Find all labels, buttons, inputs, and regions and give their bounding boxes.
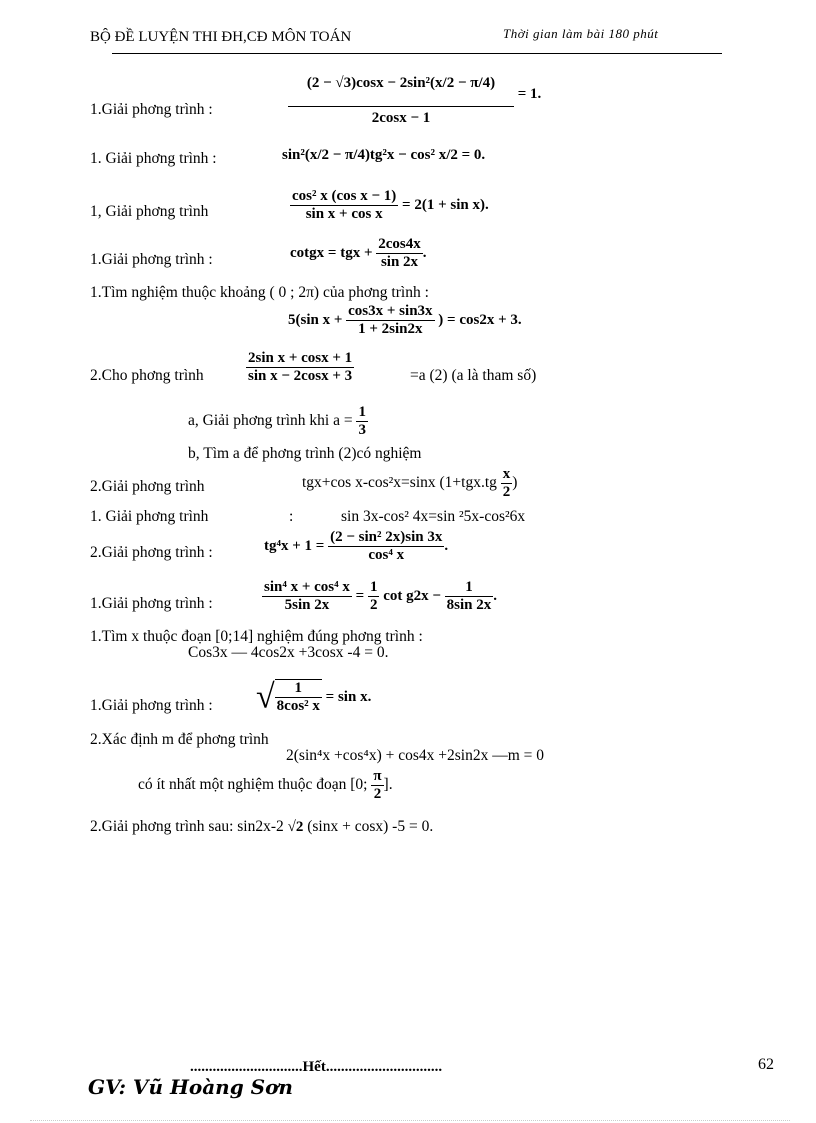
problem-5-label: 1.Tìm nghiệm thuộc khoảng ( 0 ; 2π) của phơng trình : [90, 284, 429, 301]
problem-7-frac-num: x [502, 466, 511, 482]
problem-5-numerator: cos3x + sin3x [348, 303, 433, 319]
problem-10-right-num: 1 [465, 579, 473, 595]
problem-10-half-num: 1 [369, 579, 378, 595]
problem-13-cond-den: 2 [371, 785, 383, 803]
problem-2-label: 1. Giải phơng trình : [90, 150, 217, 167]
problem-8-colon: : [289, 508, 294, 525]
problem-5-rhs: ) = cos2x + 3. [438, 311, 522, 328]
page-number: 62 [758, 1056, 774, 1073]
problem-6-a-numerator: 1 [358, 404, 366, 420]
problem-6-part-a [188, 404, 368, 439]
problem-10-equation [262, 579, 497, 614]
problem-9-label: 2.Giải phơng trình : [90, 544, 213, 561]
problem-4-label: 1.Giải phơng trình : [90, 251, 213, 268]
problem-2-equation: sin²(x/2 − π/4)tg²x − cos² x/2 = 0. [282, 147, 486, 163]
problem-5-denominator: 1 + 2sin2x [346, 320, 434, 338]
problem-13-cond-text: có ít nhất một nghiệm thuộc đoạn [0; [138, 776, 368, 794]
header-rule [112, 53, 722, 54]
problem-12-equation [256, 679, 371, 715]
problem-11-equation: Cos3x — 4cos2x +3cosx -4 = 0. [188, 644, 389, 661]
problem-13-condition [138, 768, 393, 803]
problem-3-rhs: = 2(1 + sin x). [402, 196, 489, 213]
problem-14-label: 2.Giải phơng trình sau: sin2x-2 [90, 818, 284, 835]
header-time: Thời gian làm bài 180 phút [503, 26, 659, 41]
problem-3-numerator: cos² x (cos x − 1) [292, 188, 397, 204]
problem-11-label: 1.Tìm x thuộc đoạn [0;14] nghiệm đúng phơng trình : [90, 628, 423, 645]
problem-12-rhs: = sin x. [325, 688, 372, 705]
problem-10-label: 1.Giải phơng trình : [90, 595, 213, 612]
problem-5-lhs: 5(sin x + [288, 311, 343, 328]
problem-9-lhs: tg⁴x + 1 = [264, 537, 325, 554]
problem-1-numerator: (2 − √3)cosx − 2sin²(x/2 − π/4) [306, 75, 496, 91]
problem-4-end: . [422, 244, 427, 261]
problem-1-denominator: 2cosx − 1 [288, 106, 514, 129]
problem-7-equation [302, 466, 517, 501]
header-title: BỘ ĐỀ LUYỆN THI ĐH,CĐ MÔN TOÁN [90, 29, 352, 45]
problem-9-equation [264, 529, 448, 564]
problem-12-label: 1.Giải phơng trình : [90, 697, 213, 714]
problem-10-denominator: 5sin 2x [262, 596, 352, 614]
problem-4-equation [290, 236, 427, 271]
problem-8-equation: sin 3x-cos² 4x=sin ²5x-cos²6x [341, 508, 526, 525]
problem-13-cond-num: π [373, 768, 382, 784]
problem-3-denominator: sin x + cos x [290, 205, 398, 223]
problem-1-rhs: = 1. [517, 85, 542, 102]
footer-end-marker: ..............................Hết............................... [190, 1059, 443, 1075]
problem-10-cot: cot g2x − [383, 587, 441, 604]
problem-6-a-denominator: 3 [358, 422, 366, 438]
problem-10-right-den: 8sin 2x [446, 597, 492, 613]
bottom-divider [30, 1120, 790, 1121]
problem-6-equation [246, 350, 354, 385]
problem-12-numerator: 1 [294, 680, 303, 696]
problem-7-frac-den: 2 [502, 484, 511, 500]
problem-14-sqrt: √2 [287, 819, 304, 835]
problem-7-label: 2.Giải phơng trình [90, 478, 205, 495]
problem-1-equation [288, 60, 541, 129]
problem-14-rest: (sinx + cosx) -5 = 0. [307, 818, 434, 835]
problem-6-numerator: 2sin x + cosx + 1 [248, 350, 353, 366]
problem-6-part-b: b, Tìm a để phơng trình (2)có nghiệm [188, 445, 422, 462]
problem-1-label: 1.Giải phơng trình : [90, 101, 213, 118]
problem-10-numerator: sin⁴ x + cos⁴ x [264, 579, 350, 595]
problem-3-equation [290, 188, 489, 223]
problem-13-cond-end: ]. [383, 776, 393, 794]
problem-12-denominator: 8cos² x [276, 698, 320, 714]
problem-6-label: 2.Cho phơng trình [90, 367, 204, 384]
problem-9-end: . [444, 537, 449, 554]
problem-4-denominator: sin 2x [376, 253, 423, 271]
problem-3-label: 1, Giải phơng trình [90, 203, 209, 220]
problem-6-part-a-text: a, Giải phơng trình khi a = [188, 412, 353, 430]
problem-13-label: 2.Xác định m để phơng trình [90, 731, 269, 748]
problem-4-numerator: 2cos4x [378, 236, 421, 252]
problem-8-label: 1. Giải phơng trình [90, 508, 209, 525]
problem-10-mid: = [355, 587, 365, 604]
problem-9-denominator: cos⁴ x [328, 546, 444, 564]
problem-10-half-den: 2 [369, 597, 378, 613]
problem-7-end: ) [512, 474, 518, 492]
sqrt-icon: √ [256, 678, 275, 716]
problem-13-equation: 2(sin⁴x +cos⁴x) + cos4x +2sin2x —m = 0 [286, 747, 545, 764]
problem-10-end: . [493, 587, 498, 604]
problem-9-numerator: (2 − sin² 2x)sin 3x [330, 529, 443, 545]
problem-14-equation [90, 818, 433, 836]
problem-5-equation [288, 303, 522, 338]
footer-author: GV: Vũ Hoàng Sơn [88, 1075, 293, 1099]
problem-6-rhs: =a (2) (a là tham số) [410, 367, 537, 384]
problem-7-expr: tgx+cos x-cos²x=sinx (1+tgx.tg [302, 474, 497, 492]
problem-6-denominator: sin x − 2cosx + 3 [248, 368, 353, 384]
problem-4-lhs: cotgx = tgx + [290, 244, 373, 261]
